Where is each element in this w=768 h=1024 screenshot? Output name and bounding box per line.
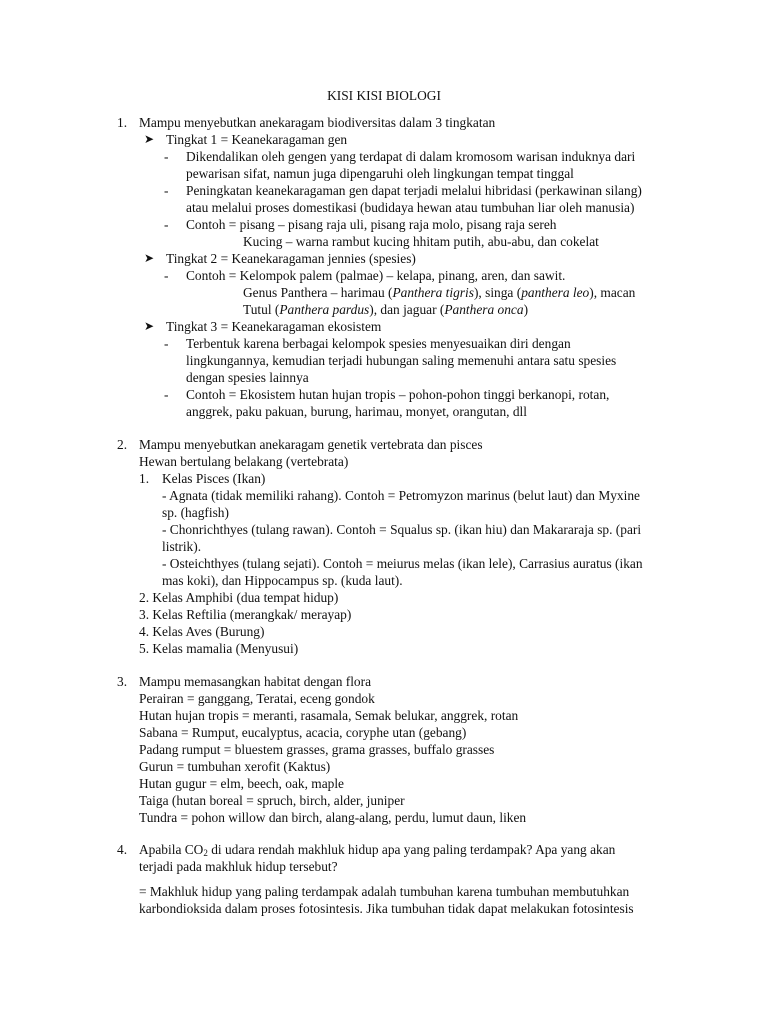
- q1-tingkat-3: Tingkat 3 = Keanekaragaman ekosistem: [166, 319, 382, 334]
- q3-heading: Mampu memasangkan habitat dengan flora: [139, 674, 372, 689]
- q3-habitat-line: Hutan gugur = elm, beech, oak, maple: [139, 776, 344, 791]
- q1-t2-item1-line1: Contoh = Kelompok palem (palmae) – kelapa, pinang, aren, dan sawit.: [186, 268, 566, 283]
- q1-t3-item1-line1: Terbentuk karena berbagai kelompok spesies menyesuaikan diri dengan: [186, 336, 571, 351]
- dash-bullet-icon: -: [164, 268, 169, 283]
- dash-bullet-icon: -: [164, 149, 169, 164]
- q1-t2-item1-line3: Tutul (Panthera pardus), dan jaguar (Panthera onca): [243, 302, 529, 317]
- dash-bullet-icon: -: [164, 217, 169, 232]
- q2-number: 2.: [117, 437, 128, 452]
- q3-habitat-line: Taiga (hutan boreal = spruch, birch, alder, juniper: [139, 793, 405, 808]
- q1-t1-item3-line2: Kucing – warna rambut kucing hhitam putih, abu-abu, dan cokelat: [243, 234, 599, 249]
- q1-t3-item1-line3: dengan spesies lainnya: [186, 370, 309, 385]
- arrow-bullet-icon: ➤: [144, 319, 155, 333]
- q2-subheading: Hewan bertulang belakang (vertebrata): [139, 454, 349, 469]
- q2-class2: 2. Kelas Amphibi (dua tempat hidup): [139, 590, 339, 605]
- q4-question-line2: terjadi pada makhluk hidup tersebut?: [139, 859, 338, 874]
- q2-class4: 4. Kelas Aves (Burung): [139, 624, 265, 639]
- q2-chonrichthyes-line1: - Chonrichthyes (tulang rawan). Contoh = Squalus sp. (ikan hiu) dan Makararaja sp. (pari: [162, 522, 642, 537]
- q3-habitat-line: Gurun = tumbuhan xerofit (Kaktus): [139, 759, 331, 774]
- q1-t1-item2-line2: atau melalui proses domestikasi (budidaya hewan atau tumbuhan liar oleh manusia): [186, 200, 635, 215]
- q1-t3-item2-line1: Contoh = Ekosistem hutan hujan tropis – pohon-pohon tinggi berkanopi, rotan,: [186, 387, 610, 402]
- q3-number: 3.: [117, 674, 128, 689]
- q2-agnata-line2: sp. (hagfish): [162, 505, 229, 520]
- q1-number: 1.: [117, 115, 128, 130]
- arrow-bullet-icon: ➤: [144, 251, 155, 265]
- q2-chonrichthyes-line2: listrik).: [162, 539, 202, 554]
- dash-bullet-icon: -: [164, 387, 169, 402]
- q1-t1-item1-line2: pewarisan sifat, namun juga dipengaruhi oleh lingkungan tempat tinggal: [186, 166, 574, 181]
- q1-t1-item1-line1: Dikendalikan oleh gengen yang terdapat di dalam kromosom warisan induknya dari: [186, 149, 636, 164]
- q3-habitat-line: Tundra = pohon willow dan birch, alang-alang, perdu, lumut daun, liken: [139, 810, 527, 825]
- q3-habitat-line: Padang rumput = bluestem grasses, grama grasses, buffalo grasses: [139, 742, 495, 757]
- q1-tingkat-1: Tingkat 1 = Keanekaragaman gen: [166, 132, 348, 147]
- q2-osteichthyes-line2: mas koki), dan Hippocampus sp. (kuda laut).: [162, 573, 403, 588]
- q1-t3-item2-line2: anggrek, paku pakuan, burung, harimau, monyet, orangutan, dll: [186, 404, 527, 419]
- q1-tingkat-2: Tingkat 2 = Keanekaragaman jennies (spesies): [166, 251, 416, 266]
- q1-t3-item1-line2: lingkungannya, kemudian terjadi hubungan saling memenuhi antara satu spesies: [186, 353, 617, 368]
- q2-agnata-line1: - Agnata (tidak memiliki rahang). Contoh = Petromyzon marinus (belut laut) dan Myxine: [162, 488, 640, 503]
- dash-bullet-icon: -: [164, 183, 169, 198]
- q2-class1-number: 1.: [139, 471, 150, 486]
- q1-t1-item2-line1: Peningkatan keanekaragaman gen dapat terjadi melalui hibridasi (perkawinan silang): [186, 183, 642, 198]
- q2-class5: 5. Kelas mamalia (Menyusui): [139, 641, 299, 656]
- q2-osteichthyes-line1: - Osteichthyes (tulang sejati). Contoh = meiurus melas (ikan lele), Carrasius auratus (ikan: [162, 556, 643, 571]
- q4-question-line1: Apabila $CO_2$ di udara rendah makhluk hidup apa yang paling terdampak? Apa yang akan: [139, 842, 616, 858]
- q1-heading: Mampu menyebutkan anekaragam biodiversitas dalam 3 tingkatan: [139, 115, 496, 130]
- q2-class1: Kelas Pisces (Ikan): [162, 471, 266, 486]
- q1-t2-item1-line2: Genus Panthera – harimau (Panthera tigris), singa (panthera leo), macan: [243, 285, 636, 300]
- q4-answer-line2: karbondioksida dalam proses fotosintesis. Jika tumbuhan tidak dapat melakukan fotosintesis: [139, 901, 634, 916]
- q3-habitat-line: Perairan = ganggang, Teratai, eceng gondok: [139, 691, 375, 706]
- q2-heading: Mampu menyebutkan anekaragam genetik vertebrata dan pisces: [139, 437, 483, 452]
- page-title: KISI KISI BIOLOGI: [327, 88, 441, 103]
- q4-number: 4.: [117, 842, 128, 857]
- q3-habitat-line: Sabana = Rumput, eucalyptus, acacia, coryphe utan (gebang): [139, 725, 467, 740]
- q1-t1-item3-line1: Contoh = pisang – pisang raja uli, pisang raja molo, pisang raja sereh: [186, 217, 557, 232]
- q4-answer-line1: = Makhluk hidup yang paling terdampak adalah tumbuhan karena tumbuhan membutuhkan: [139, 884, 630, 899]
- q3-habitat-line: Hutan hujan tropis = meranti, rasamala, Semak belukar, anggrek, rotan: [139, 708, 519, 723]
- dash-bullet-icon: -: [164, 336, 169, 351]
- q2-class3: 3. Kelas Reftilia (merangkak/ merayap): [139, 607, 352, 622]
- arrow-bullet-icon: ➤: [144, 132, 155, 146]
